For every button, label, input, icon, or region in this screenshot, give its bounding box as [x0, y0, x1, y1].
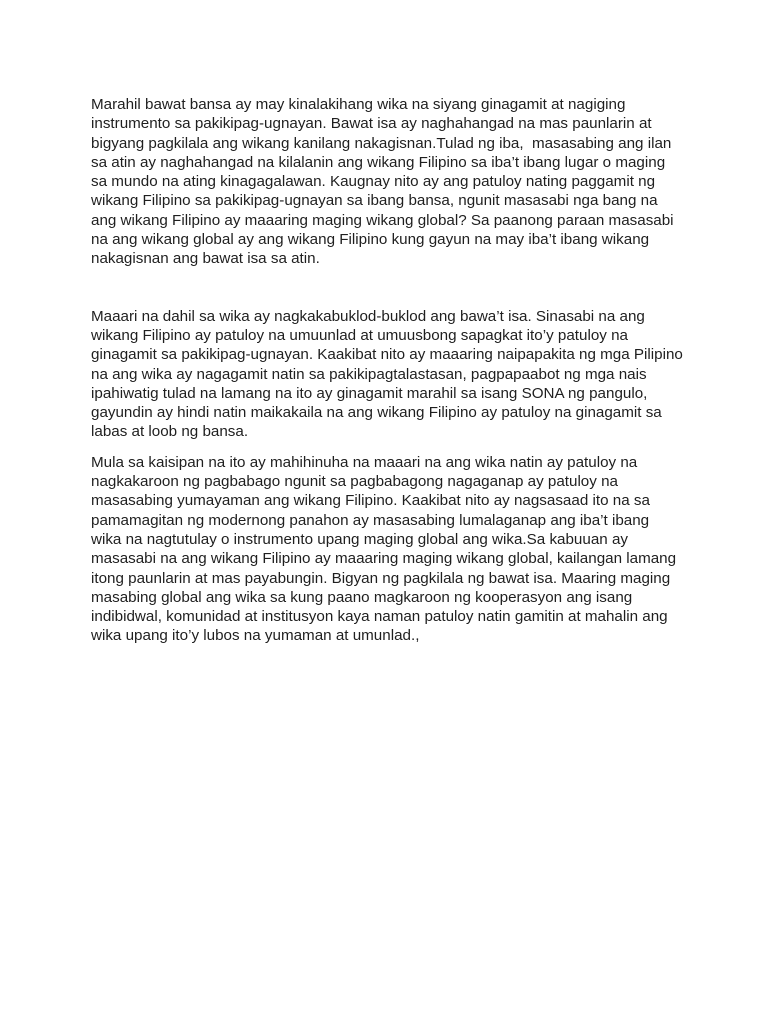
text-line: instrumento sa pakikipag-ugnayan. Bawat isa ay naghahangad na mas paunlarin at — [91, 115, 652, 133]
text-line: wika upang ito’y lubos na yumaman at umunlad., — [91, 627, 420, 645]
text-line: pamamagitan ng modernong panahon ay masasabing lumalaganap ang iba’t ibang — [91, 511, 650, 529]
paragraph-2 — [91, 307, 691, 442]
document-body — [91, 95, 691, 646]
text-line: ginagamit sa pakikipag-ugnayan. Kaakibat nito ay maaaring naipapakita ng mga Pilipino — [91, 346, 683, 364]
text-line: masasabing yumayaman ang wikang Filipino. Kaakibat nito ay nagsasaad ito na sa — [91, 492, 650, 510]
text-line: ang wikang Filipino ay maaaring maging wikang global? Sa paanong paraan masasabi — [91, 211, 674, 229]
text-line: bigyang pagkilala ang wikang kanilang nakagisnan.Tulad ng iba, masasabing ang ilan — [91, 134, 672, 152]
text-line: nagkakaroon ng pagbabago ngunit sa pagbabagong nagaganap ay patuloy na — [91, 473, 618, 491]
text-line: ipahiwatig tulad na lamang na ito ay ginagamit marahil sa isang SONA ng pangulo, — [91, 384, 648, 402]
text-line: na ang wikang global ay ang wikang Filipino kung gayun na may iba’t ibang wikang — [91, 231, 650, 249]
text-line: sa atin ay naghahangad na kilalanin ang wikang Filipino sa iba’t ibang lugar o maging — [91, 153, 666, 171]
text-line: na ang wika ay nagagamit natin sa pakikipagtalastasan, pagpapaabot ng mga nais — [91, 365, 647, 383]
text-line: wikang Filipino sa pakikipag-ugnayan sa ibang bansa, ngunit masasabi nga bang na — [91, 192, 658, 210]
text-line: indibidwal, komunidad at institusyon kaya naman patuloy natin gamitin at mahalin ang — [91, 608, 668, 626]
text-line: Marahil bawat bansa ay may kinalakihang wika na siyang ginagamit at nagiging — [91, 96, 626, 113]
text-line: itong paunlarin at mas payabungin. Bigyan ng pagkilala ng bawat isa. Maaring maging — [91, 569, 671, 587]
text-line: labas at loob ng bansa. — [91, 423, 249, 441]
text-line: nakagisnan ang bawat isa sa atin. — [91, 250, 320, 268]
text-line: wikang Filipino ay patuloy na umuunlad at umuusbong sapagkat ito’y patuloy na — [91, 326, 628, 344]
text-line: sa mundo na ating kinagagalawan. Kaugnay nito ay ang patuloy nating paggamit ng — [91, 173, 656, 191]
text-line: masabing global ang wika sa kung paano magkaroon ng kooperasyon ang isang — [91, 588, 633, 606]
text-line: Maaari na dahil sa wika ay nagkakabuklod-buklod ang bawa’t isa. Sinasabi na ang — [91, 307, 645, 325]
paragraph-1 — [91, 95, 691, 269]
text-line: masasabi na ang wikang Filipino ay maaaring maging wikang global, kailangan lamang — [91, 550, 677, 568]
text-line: gayundin ay hindi natin maikakaila na ang wikang Filipino ay patuloy na ginagamit sa — [91, 404, 662, 422]
text-line: wika na nagtutulay o instrumento upang maging global ang wika.Sa kabuuan ay — [91, 530, 628, 548]
paragraph-3 — [91, 453, 691, 646]
text-line: Mula sa kaisipan na ito ay mahihinuha na maaari na ang wika natin ay patuloy na — [91, 453, 638, 471]
